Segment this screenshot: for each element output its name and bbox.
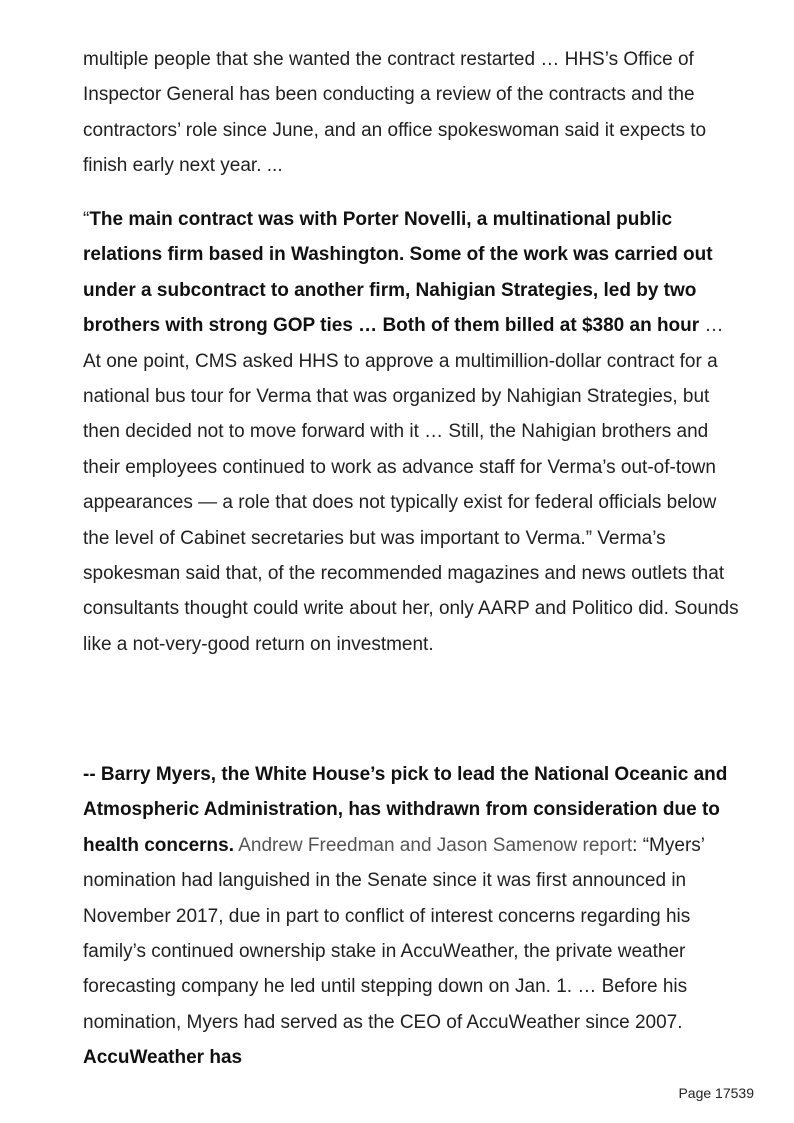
paragraph-text: … At one point, CMS asked HHS to approve a multimillion-dollar contract for a national bus tour for Verma that was organized by Nahigian Strategies, but then decided not to move forward with it … Still, the Nahigian brothers and their employees continued to work as advance staff for Verma’s out-of-town appearances — a role that does not typically exist for federal officials below the level of Cabinet secretaries but was important to Verma.” Verma’s spokesman said that, of the recommended magazines and news outlets that consultants thought could write about her, only AARP and Politico did. Sounds like a not-very-good return on investment.: [83, 315, 739, 655]
paragraph-barry-myers: [83, 757, 743, 1076]
author-link[interactable]: Andrew Freedman and Jason Samenow report: [238, 834, 633, 856]
bold-lead: The main contract was with Porter Novelli, a multinational public relations firm based in Washington. Some of the work was carried out under a subcontract to another firm, Nahigian Strategies, led by two brothers with strong GOP ties … Both of them billed at $380 an hour: [83, 209, 713, 337]
open-quote: “: [83, 209, 90, 230]
bold-trailing: AccuWeather has: [83, 1047, 243, 1069]
paragraph-text: : “Myers’ nomination had languished in the Senate since it was first announced in November 2017, due in part to conflict of interest concerns regarding his family’s continued ownership stake in AccuWeather, the private weather forecasting company he led until stepping down on Jan. 1. … Before his nomination, Myers had served as the CEO of AccuWeather since 2007.: [83, 834, 705, 1033]
paragraph-text: multiple people that she wanted the contract restarted … HHS’s Office of Inspector General has been conducting a review of the contracts and the contractors’ role since June, and an office spokeswoman said it expects to finish early next year. ...: [83, 49, 707, 177]
page-number: Page 17539: [678, 1085, 754, 1101]
paragraph-hhs-review: [83, 42, 743, 184]
paragraph-porter-novelli: [83, 202, 743, 662]
bold-lead: -- Barry Myers, the White House’s pick to lead the National Oceanic and Atmospheric Administration, has withdrawn from consideration due to health concerns.: [83, 764, 728, 856]
